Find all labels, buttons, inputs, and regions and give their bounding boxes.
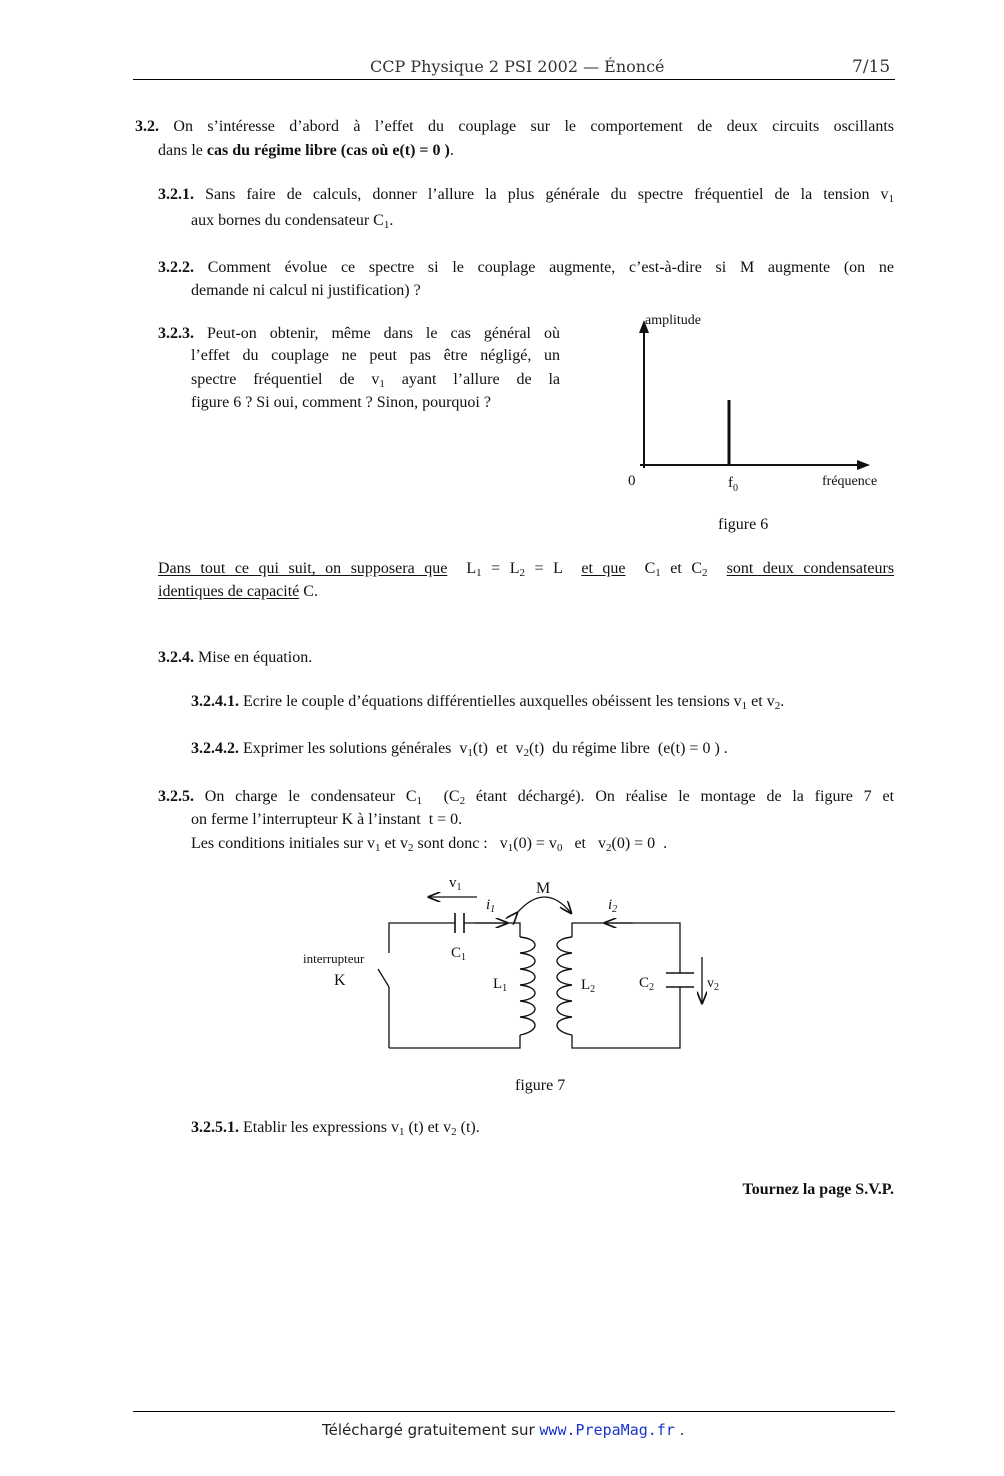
section-text: Exprimer les solutions générales v [243,740,468,757]
section-text: sont donc : v [413,835,508,852]
subscript: 1 [467,747,473,759]
subscript: 1 [888,193,895,205]
section-3-2-3-line4: figure 6 ? Si oui, comment ? Sinon, pourquoi ? [191,394,491,411]
section-text: et v [380,835,409,852]
subscript: 1 [374,842,381,854]
section-text: (0) = 0 . [611,835,668,852]
punct: . [449,142,454,159]
subscript: 2 [519,567,526,579]
section-text: Etablir les expressions v [243,1119,399,1136]
l1-label: $L_1$ [493,976,508,994]
f0-label: $f_0$ [728,475,738,494]
section-text: (C [422,788,460,805]
section-3-2-4-1 [191,690,784,713]
m-label: M [536,880,551,897]
y-axis-label: amplitude [645,313,701,328]
turn-page-note: Tournez la page S.V.P. [742,1181,894,1198]
section-text: Ecrire le couple d’équations différentielles auxquelles obéissent les tensions v [243,693,742,710]
left-loop-bottom-wire [389,1035,520,1048]
section-3-2-4-2 [191,737,728,760]
section-3-2-4 [158,646,312,669]
section-3-2-1-line2 [191,209,393,232]
l2-coil [557,937,572,1035]
subscript: 0 [556,842,563,854]
section-number: 3.2.5. [158,788,194,805]
punct: . [674,1421,685,1439]
section-number: 3.2.3. [158,325,194,342]
subscript: 1 [398,1126,405,1138]
section-number: 3.2. [135,118,159,135]
section-text: (t) et v [404,1119,452,1136]
subscript: 1 [741,700,748,712]
section-number: 3.2.4.1. [191,693,239,710]
symbol: C. [299,583,318,600]
v2-label: $v_2$ [707,976,719,993]
right-loop-bottom-wire [572,987,680,1048]
v1-label: $v_1$ [449,875,462,893]
section-3-2-3-line1 [158,322,560,345]
footer-text [322,1421,684,1439]
section-text: On charge le condensateur C [204,788,417,805]
l1-coil [520,937,535,1035]
switch-k-label: K [334,972,346,989]
left-loop-top-wire [389,923,455,953]
section-3-2-5-line3 [191,832,667,855]
section-text: (0) = v [513,835,557,852]
i1-label: $i_1$ [486,897,496,915]
hypothesis-text: et que [581,560,626,577]
section-text: Mise en équation. [198,649,313,666]
section-3-2-line1 [135,115,894,138]
left-loop-top-wire-right [464,923,520,937]
section-text: (t). [456,1119,480,1136]
section-number: 3.2.5.1. [191,1119,239,1136]
section-text: (t) et v [472,740,524,757]
section-3-2-line2 [158,139,454,162]
punct: . [389,212,394,229]
section-text: et v [747,693,775,710]
section-number: 3.2.4.2. [191,740,239,757]
hypothesis-text: Dans tout ce qui suit, on supposera que [158,560,448,577]
section-3-2-2-line1 [158,256,894,279]
section-3-2-3-line3 [191,368,560,391]
subscript: 1 [379,378,385,390]
section-text: et v [562,835,606,852]
subscript: 2 [459,795,466,807]
hypothesis-text: identiques de capacité [158,583,300,600]
subscript: 1 [416,795,422,807]
symbol: = L [525,560,572,577]
section-text: aux bornes du condensateur C [191,212,384,229]
subscript: 2 [774,700,781,712]
switch-blade [378,969,389,987]
hypothesis-line1 [158,557,894,580]
section-text: On s’intéresse d’abord à l’effet du couplage sur le comportement de deux circuits oscillants [173,118,895,135]
section-3-2-2-line2: demande ni calcul ni justification) ? [191,282,421,299]
symbol: L [466,560,477,577]
subscript: 2 [702,567,708,579]
symbol: C [644,560,656,577]
section-number: 3.2.1. [158,186,194,203]
footer-rule [133,1411,895,1412]
subscript: 1 [507,842,514,854]
figure-7-caption: figure 7 [515,1077,566,1094]
subscript: 2 [605,842,612,854]
page-number: 7/15 [852,57,891,77]
c2-label: $C_2$ [639,975,655,993]
section-text: étant déchargé). On réalise le montage de la figure 7 et [465,788,895,805]
hypothesis-line2 [158,580,318,603]
c1-label: $C_1$ [451,945,467,963]
section-text: ayant l’allure de la [384,371,560,388]
section-bold-text: cas du régime libre (cas où e(t) = 0 ) [206,142,450,159]
symbol: = L [481,560,520,577]
subscript: 2 [451,1126,457,1138]
subscript: 2 [408,842,414,854]
switch-label: interrupteur [303,951,365,966]
footer-link[interactable]: www.PrepaMag.fr [539,1421,675,1439]
hypothesis-text: sont deux condensateurs [726,560,895,577]
symbol: et C [660,560,703,577]
section-text: Peut-on obtenir, même dans le cas général où [207,325,560,342]
section-number: 3.2.4. [158,649,194,666]
mutual-arrow [517,897,571,913]
header-rule [133,79,895,80]
section-text: spectre fréquentiel de v [191,371,380,388]
i2-label: $i_2$ [608,897,618,915]
section-text: (t) du régime libre (e(t) = 0 ) . [529,740,728,757]
header-title: CCP Physique 2 PSI 2002 — Énoncé [370,57,665,76]
subscript: 2 [523,747,530,759]
section-3-2-3-line2: l’effet du couplage ne peut pas être négligé, un [191,347,560,364]
subscript: 1 [383,219,390,231]
punct: . [780,693,785,710]
section-number: 3.2.2. [158,259,194,276]
subscript: 1 [655,567,661,579]
section-text: dans le [158,142,203,159]
figure-6-caption: figure 6 [718,516,769,533]
origin-label: 0 [628,473,636,489]
section-3-2-1-line1 [158,183,894,206]
x-axis-arrow [857,460,870,470]
x-axis-label: fréquence [822,474,878,489]
right-loop-top-wire [572,923,680,973]
l2-label: $L_2$ [581,977,596,995]
figure-7-circuit [295,865,745,1100]
footer-label: Téléchargé gratuitement sur [322,1421,540,1439]
section-text: Sans faire de calculs, donner l’allure la plus générale du spectre fréquentiel de la tension v [205,186,889,203]
section-text: Comment évolue ce spectre si le couplage augmente, c’est-à-dire si M augmente (on ne [207,259,894,276]
section-3-2-5-line1 [158,785,894,808]
figure-6-spectrum [610,300,900,540]
section-text: Les conditions initiales sur v [191,835,375,852]
section-3-2-5-1 [191,1116,480,1139]
section-3-2-5-line2: on ferme l’interrupteur K à l’instant t = 0. [191,811,463,828]
subscript: 1 [476,567,482,579]
